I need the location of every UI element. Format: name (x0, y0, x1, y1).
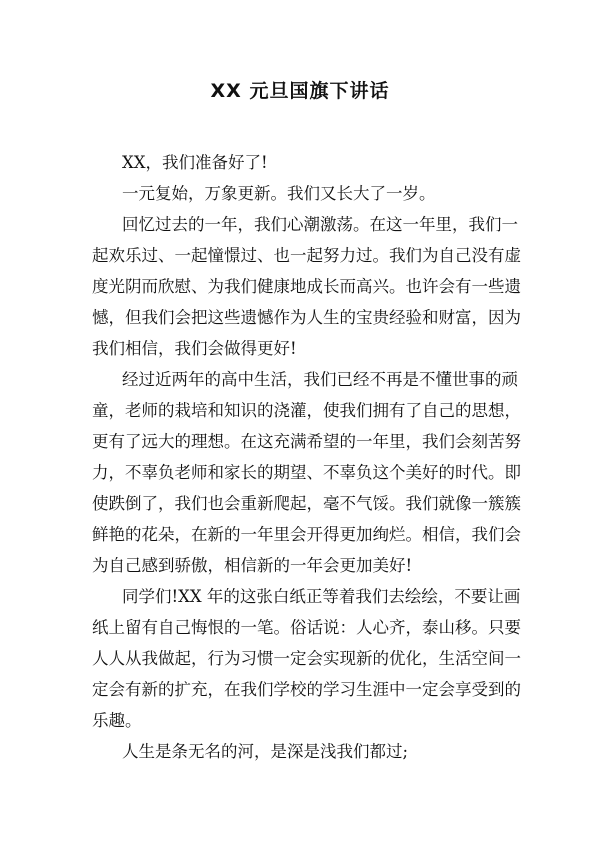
text-line: 乐趣。 (92, 711, 142, 730)
text-line: 经过近两年的高中生活，我们已经不再是不懂世事的顽 (122, 370, 518, 389)
text-line: 力，不辜负老师和家长的期望、不辜负这个美好的时代。即 (92, 463, 521, 482)
text-line: 童，老师的栽培和知识的浇灌，使我们拥有了自己的思想， (92, 401, 521, 420)
text-line: 我们相信，我们会做得更好! (92, 339, 297, 358)
speech-body (92, 147, 521, 767)
page-title: XX 元旦国旗下讲话 (210, 80, 390, 102)
text-line: 同学们!XX 年的这张白纸正等着我们去绘绘，不要让画 (122, 587, 521, 606)
text-line: 使跌倒了，我们也会重新爬起，毫不气馁。我们就像一簇簇 (92, 494, 521, 513)
text-line: 起欢乐过、一起憧憬过、也一起努力过。我们为自己没有虚 (92, 246, 521, 265)
text-line: 人生是条无名的河，是深是浅我们都过; (122, 742, 409, 761)
text-line: 更有了远大的理想。在这充满希望的一年里，我们会刻苦努 (92, 432, 521, 451)
text-line: XX，我们准备好了! (122, 153, 268, 172)
text-line: 人人从我做起，行为习惯一定会实现新的优化，生活空间一 (92, 649, 521, 668)
text-line: 憾，但我们会把这些遗憾作为人生的宝贵经验和财富，因为 (92, 308, 521, 327)
text-line: 为自己感到骄傲，相信新的一年会更加美好! (92, 556, 413, 575)
text-line: 度光阴而欣慰、为我们健康地成长而高兴。也许会有一些遗 (92, 277, 521, 296)
text-line: 纸上留有自己悔恨的一笔。俗话说：人心齐，泰山移。只要 (92, 618, 521, 637)
text-line: 鲜艳的花朵，在新的一年里会开得更加绚烂。相信，我们会 (92, 525, 521, 544)
text-line: 定会有新的扩充，在我们学校的学习生涯中一定会享受到的 (92, 680, 521, 699)
text-line: 回忆过去的一年，我们心潮激荡。在这一年里，我们一 (122, 215, 518, 234)
text-line: 一元复始，万象更新。我们又长大了一岁。 (122, 184, 436, 203)
